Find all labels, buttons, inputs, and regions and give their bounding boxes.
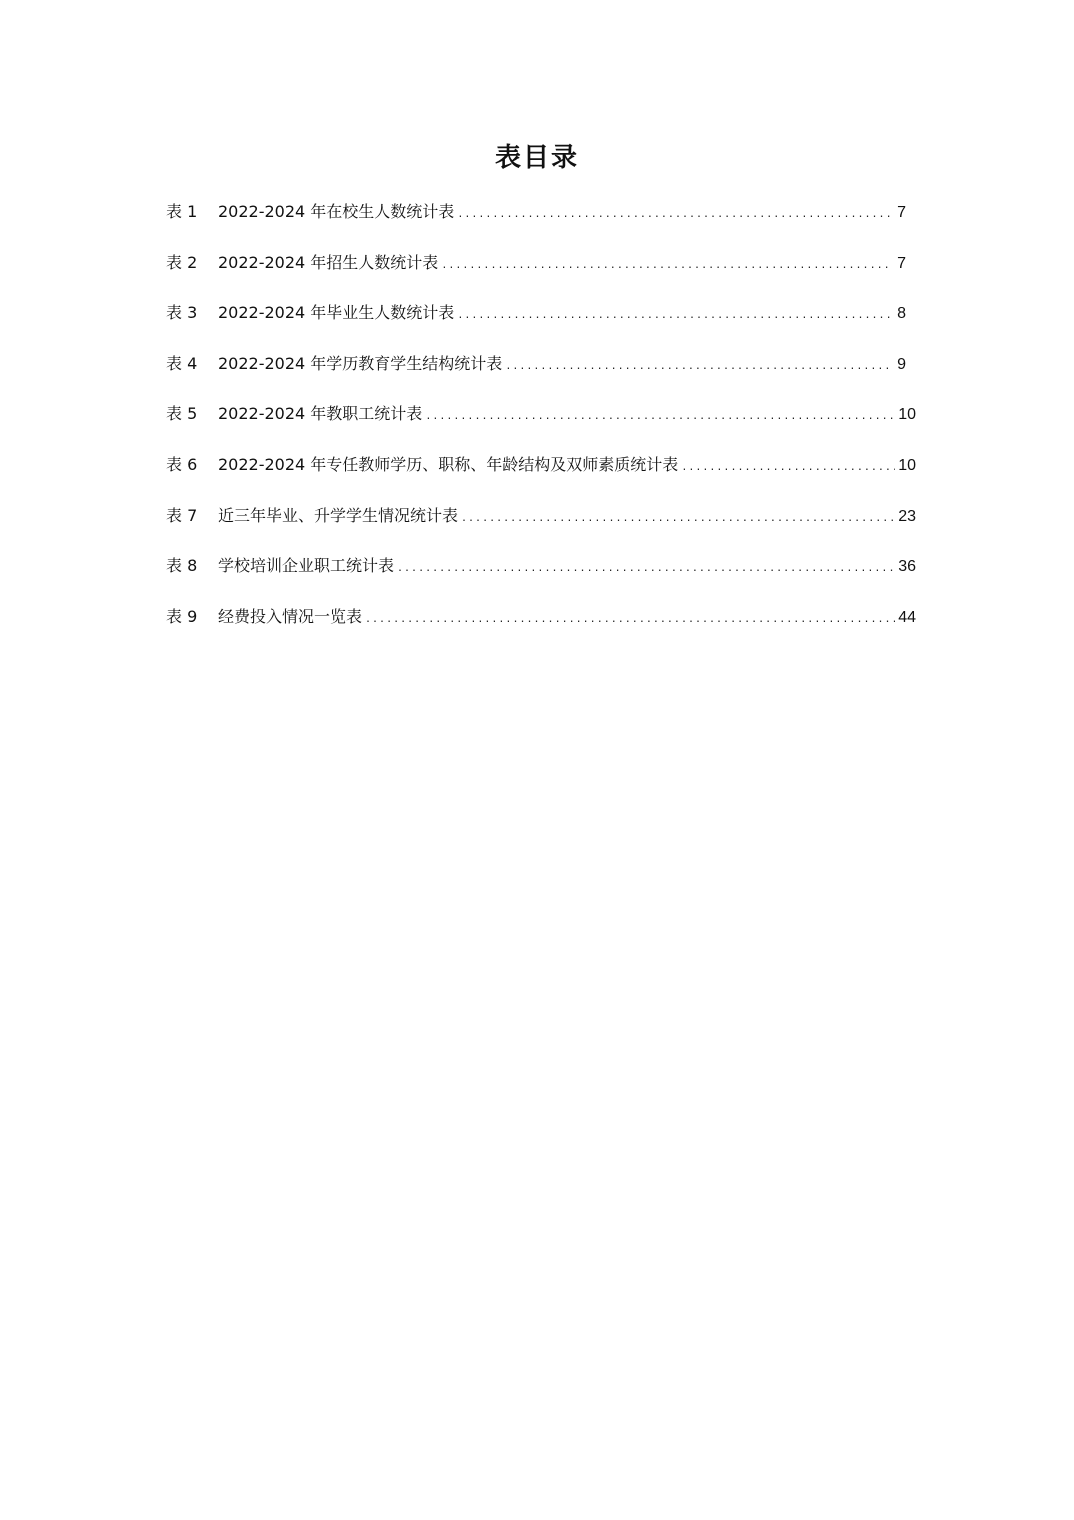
toc-entry[interactable] [166,502,916,553]
toc-entry-text: 2022-2024 年专任教师学历、职称、年龄结构及双师素质统计表 [218,454,679,474]
toc-entry[interactable] [166,400,916,451]
toc-entry-label: 表 9 [166,606,198,626]
toc-entry-page: 10 [898,406,916,424]
toc-entry-page: 9 [897,355,906,373]
toc-dot-leader [681,454,895,482]
toc-entry-label: 表 3 [166,303,198,323]
toc-entry-label: 表 1 [166,202,198,221]
toc-dot-leader [441,252,893,280]
toc-dot-leader [457,201,893,229]
toc-entry-text: 学校培训企业职工统计表 [218,556,395,576]
toc-entry[interactable] [166,299,916,350]
toc-entry[interactable] [166,603,916,654]
toc-entry-text: 2022-2024 年教职工统计表 [218,404,423,424]
toc-entry-label: 表 2 [166,252,198,272]
toc-entry-page: 7 [897,254,906,272]
toc-entry-text: 经费投入情况一览表 [218,606,363,626]
toc-dot-leader [457,302,893,330]
toc-title: 表目录 [494,143,579,173]
toc-entry-page: 36 [898,558,916,576]
toc-dot-leader [461,505,895,533]
toc-entry-label: 表 5 [166,404,198,424]
toc-entry[interactable] [166,552,916,603]
toc-entry[interactable] [166,451,916,502]
toc-entry-text: 2022-2024 年招生人数统计表 [218,252,439,272]
toc-dot-leader [365,606,895,634]
toc-entry-label: 表 4 [166,353,198,373]
toc-entry[interactable] [166,198,916,249]
toc-dot-leader [397,555,895,583]
table-of-tables [166,198,916,653]
toc-entry-text: 2022-2024 年在校生人数统计表 [218,202,455,221]
toc-entry-label: 表 6 [166,454,198,474]
toc-entry-page: 7 [897,204,906,221]
toc-entry-page: 10 [898,456,916,474]
toc-dot-leader [425,403,895,431]
toc-entry-text: 近三年毕业、升学学生情况统计表 [218,505,459,525]
toc-entry-page: 23 [898,507,916,525]
toc-entry-text: 2022-2024 年学历教育学生结构统计表 [218,353,503,373]
toc-entry-label: 表 7 [166,505,198,525]
toc-entry[interactable] [166,350,916,401]
toc-entry-page: 8 [897,305,906,323]
toc-entry-label: 表 8 [166,556,198,576]
toc-entry-text: 2022-2024 年毕业生人数统计表 [218,303,455,323]
toc-dot-leader [505,353,893,381]
toc-entry-page: 44 [898,608,916,626]
toc-entry[interactable] [166,249,916,300]
